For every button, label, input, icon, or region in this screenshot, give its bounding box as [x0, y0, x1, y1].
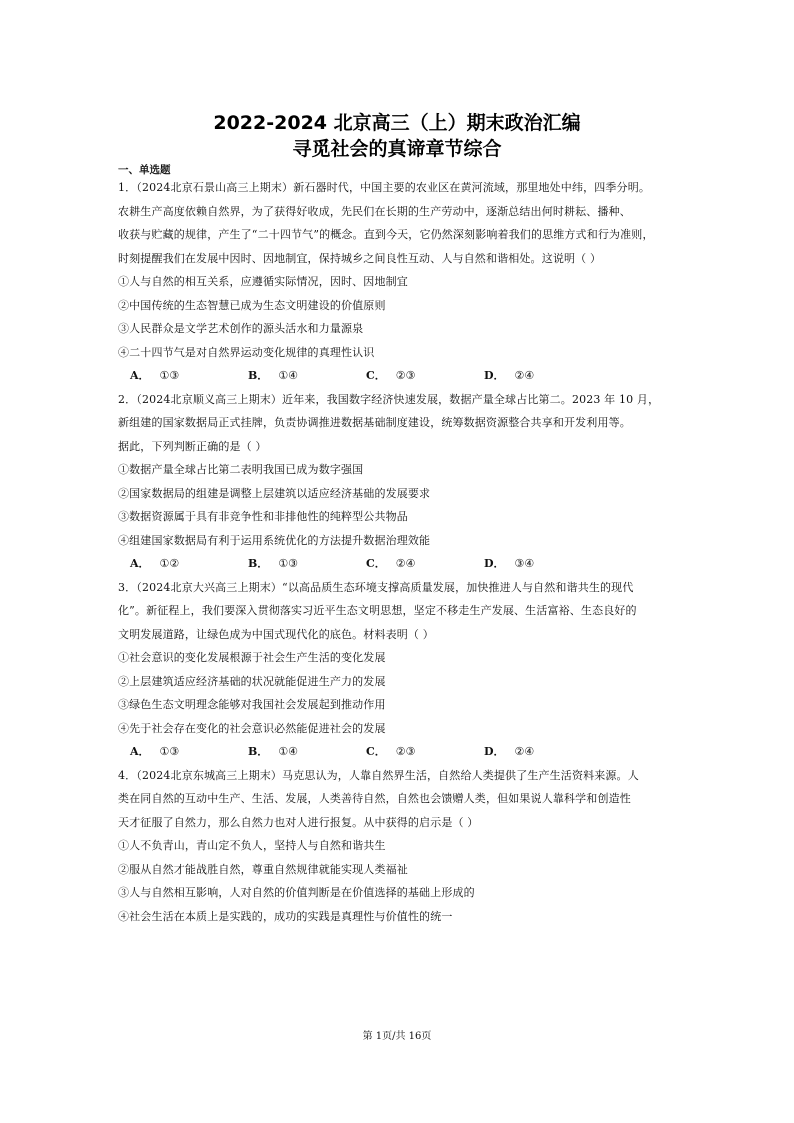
option-letter: B．	[248, 369, 269, 382]
question-stem-line: 时刻提醒我们在发展中因时、因地制宜，保持城乡之间良性互动、人与自然和谐相处。这说明（ ）	[118, 251, 602, 265]
question-stem-line: 1．（2024北京石景山高三上期末）新石器时代，中国主要的农业区在黄河流域，那里地处中纬，四季分明。	[118, 181, 650, 194]
option-letter: C．	[366, 557, 386, 570]
answer-option[interactable]	[484, 552, 602, 576]
answer-option[interactable]	[130, 552, 248, 576]
page-footer: 第 1页/共 16页	[362, 1031, 432, 1042]
option-letter: C．	[366, 745, 386, 758]
statement-item: ④二十四节气是对自然界运动变化规律的真理性认识	[118, 345, 375, 359]
answer-option[interactable]	[366, 364, 484, 388]
option-text: ①④	[278, 369, 299, 382]
question-stem-line: 收获与贮藏的规律，产生了“二十四节气”的概念。直到今天，它仍然深刻影响着我们的思维方式和行为准则，	[118, 228, 654, 241]
question-stem-line: 化”。新征程上，我们要深入贯彻落实习近平生态文明思想，坚定不移走生产发展、生活富裕、生态良好的	[118, 604, 637, 617]
question-stem-line: 文明发展道路，让绿色成为中国式现代化的底色。材料表明（ ）	[118, 627, 434, 641]
statement-item: ④组建国家数据局有利于运用系统优化的方法提升数据治理效能	[118, 533, 431, 547]
statement-item: ③人与自然相互影响，人对自然的价值判断是在价值选择的基础上形成的	[118, 886, 475, 899]
option-text: ①④	[278, 745, 299, 758]
option-letter: D．	[484, 745, 505, 758]
statement-item: ②国家数据局的组建是调整上层建筑以适应经济基础的发展要求	[118, 486, 431, 500]
question-stem-line: 3．（2024北京大兴高三上期末）“以高品质生态环境支撑高质量发展，加快推进人与自然和谐共生的现代	[118, 580, 634, 594]
question-stem-line: 新组建的国家数据局正式挂牌，负责协调推进数据基础制度建设，统筹数据资源整合共享和开发利用等。	[118, 416, 631, 429]
statement-item: ③数据资源属于具有非竞争性和非排他性的纯粹型公共物品	[118, 510, 408, 523]
statement-item: ③绿色生态文明理念能够对我国社会发展起到推动作用	[118, 698, 386, 711]
statement-item: ③人民群众是文学艺术创作的源头活水和力量源泉	[118, 322, 364, 335]
answer-option[interactable]	[130, 364, 248, 388]
option-text: ①②	[159, 557, 180, 570]
statement-item: ①数据产量全球占比第二表明我国已成为数字强国	[118, 463, 364, 476]
question-block	[118, 388, 684, 576]
statement-item: ④先于社会存在变化的社会意识必然能促进社会的发展	[118, 721, 386, 735]
statement-item: ②中国传统的生态智慧已成为生态文明建设的价值原则	[118, 298, 386, 312]
question-block	[118, 176, 684, 388]
statement-item: ④社会生活在本质上是实践的，成功的实践是真理性与价值性的统一	[118, 909, 453, 923]
question-stem-line: 2．（2024北京顺义高三上期末）近年来，我国数字经济快速发展，数据产量全球占比第二。2023 年 10 月，	[118, 392, 660, 406]
option-letter: B．	[248, 557, 269, 570]
document-title: 2022-2024 北京高三（上）期末政治汇编	[213, 112, 581, 134]
option-text: ①③	[159, 369, 180, 382]
question-stem-line: 天才征服了自然力，那么自然力也对人进行报复。从中获得的启示是（ ）	[118, 815, 479, 829]
answer-options	[118, 552, 684, 576]
question-block	[118, 764, 684, 929]
statement-item: ①人不负青山，青山定不负人，坚持人与自然和谐共生	[118, 839, 386, 852]
option-letter: A．	[130, 745, 150, 758]
statement-item: ②服从自然才能战胜自然，尊重自然规律就能实现人类福祉	[118, 862, 408, 876]
section-heading: 一、单选题	[118, 164, 171, 176]
option-letter: D．	[484, 369, 505, 382]
option-text: ③④	[514, 557, 535, 570]
question-block	[118, 576, 684, 764]
answer-option[interactable]	[484, 364, 602, 388]
option-letter: D．	[484, 557, 505, 570]
statement-item: ①人与自然的相互关系，应遵循实际情况，因时、因地制宜	[118, 275, 408, 288]
option-letter: A．	[130, 369, 150, 382]
option-text: ①③	[159, 745, 180, 758]
option-text: ②④	[514, 745, 535, 758]
question-stem-line: 类在同自然的互动中生产、生活、发展，人类善待自然，自然也会馈赠人类，但如果说人靠科学和创造性	[118, 792, 631, 805]
answer-option[interactable]	[248, 364, 366, 388]
answer-options	[118, 740, 684, 764]
option-letter: C．	[366, 369, 386, 382]
option-text: ①③	[278, 557, 299, 570]
answer-option[interactable]	[366, 740, 484, 764]
option-letter: A．	[130, 557, 150, 570]
question-stem-line: 4．（2024北京东城高三上期末）马克思认为，人靠自然界生活，自然给人类提供了生产生活资料来源。人	[118, 768, 639, 782]
question-stem-line: 据此，下列判断正确的是（ ）	[118, 439, 267, 453]
answer-options	[118, 364, 684, 388]
option-text: ②③	[395, 369, 416, 382]
option-letter: B．	[248, 745, 269, 758]
answer-option[interactable]	[248, 740, 366, 764]
answer-option[interactable]	[248, 552, 366, 576]
answer-option[interactable]	[130, 740, 248, 764]
answer-option[interactable]	[366, 552, 484, 576]
answer-option[interactable]	[484, 740, 602, 764]
question-list	[118, 176, 684, 928]
statement-item: ②上层建筑适应经济基础的状况就能促进生产力的发展	[118, 674, 386, 688]
document-subtitle: 寻觅社会的真谛章节综合	[292, 138, 502, 160]
option-text: ②④	[395, 557, 416, 570]
statement-item: ①社会意识的变化发展根源于社会生产生活的变化发展	[118, 651, 386, 664]
question-stem-line: 农耕生产高度依赖自然界，为了获得好收成，先民们在长期的生产劳动中，逐渐总结出何时耕耘、播种、	[118, 204, 631, 218]
option-text: ②④	[514, 369, 535, 382]
option-text: ②③	[395, 745, 416, 758]
